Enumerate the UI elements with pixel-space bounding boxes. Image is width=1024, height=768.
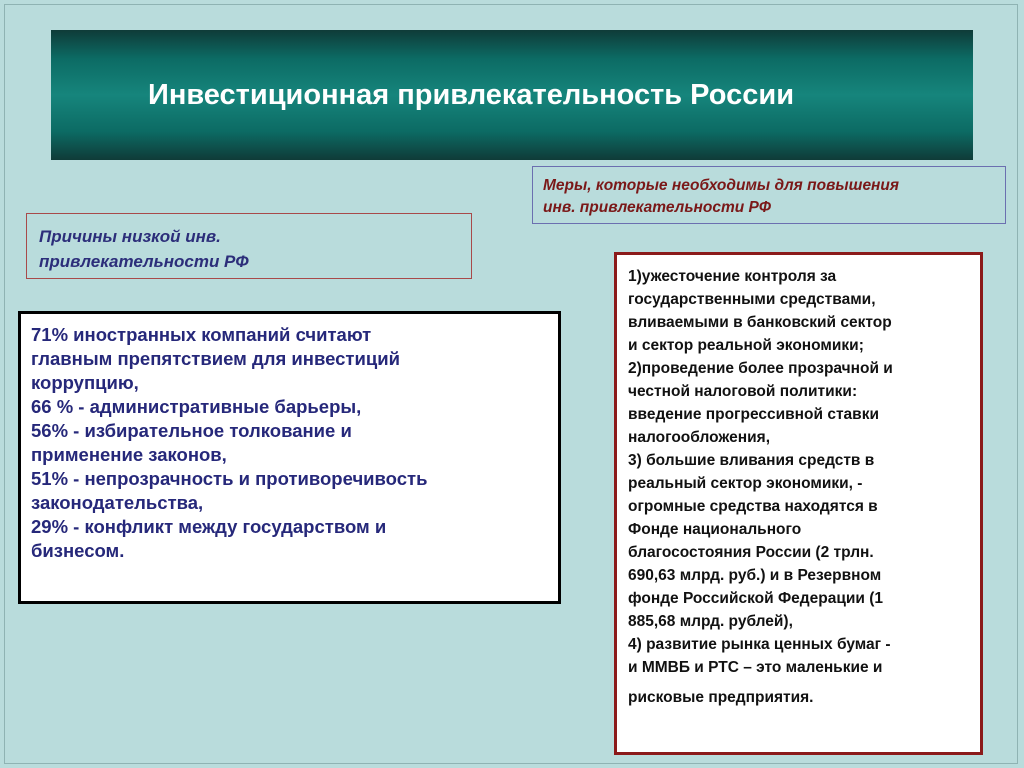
- measures-line: 2)проведение более прозрачной и: [628, 360, 893, 377]
- reasons-line: коррупцию,: [31, 372, 139, 393]
- measures-box: [614, 252, 983, 755]
- reasons-heading: [26, 213, 472, 279]
- reasons-line: 66 % - административные барьеры,: [31, 396, 362, 417]
- reasons-line: 56% - избирательное толкование и: [31, 420, 352, 441]
- measures-line: 1)ужесточение контроля за: [628, 268, 837, 285]
- measures-line: и сектор реальной экономики;: [628, 337, 864, 354]
- reasons-box: [18, 311, 561, 604]
- measures-line: реальный сектор экономики, -: [628, 475, 863, 492]
- measures-line: рисковые предприятия.: [628, 689, 814, 706]
- reasons-line: 51% - непрозрачность и противоречивость: [31, 468, 428, 489]
- measures-line: 3) большие вливания средств в: [628, 452, 875, 469]
- measures-line: введение прогрессивной ставки: [628, 406, 879, 423]
- measures-line: и ММВБ и РТС – это маленькие и: [628, 659, 883, 676]
- measures-line: благосостояния России (2 трлн.: [628, 544, 874, 561]
- measures-heading: [532, 166, 1006, 224]
- measures-line: фонде Российской Федерации (1: [628, 590, 884, 607]
- reasons-line: главным препятствием для инвестиций: [31, 348, 400, 369]
- reasons-line: 71% иностранных компаний считают: [31, 324, 372, 345]
- measures-line: 4) развитие рынка ценных бумаг -: [628, 636, 891, 653]
- title-bar: [51, 30, 973, 160]
- measures-line: 690,63 млрд. руб.) и в Резервном: [628, 567, 882, 584]
- measures-line: честной налоговой политики:: [628, 383, 858, 400]
- measures-line: огромные средства находятся в: [628, 498, 878, 515]
- reasons-line: 29% - конфликт между государством и: [31, 516, 387, 537]
- measures-line: налогообложения,: [628, 429, 771, 446]
- reasons-line: применение законов,: [31, 444, 227, 465]
- reasons-line: бизнесом.: [31, 540, 125, 561]
- measures-line: вливаемыми в банковский сектор: [628, 314, 892, 331]
- measures-heading-line: инв. привлекательности РФ: [543, 199, 771, 216]
- measures-line: государственными средствами,: [628, 291, 876, 308]
- reasons-heading-line: Причины низкой инв.: [39, 227, 221, 246]
- measures-heading-line: Меры, которые необходимы для повышения: [543, 177, 900, 194]
- measures-line: Фонде национального: [628, 521, 802, 538]
- measures-line: 885,68 млрд. рублей),: [628, 613, 793, 630]
- reasons-line: законодательства,: [31, 492, 204, 513]
- slide-title: Инвестиционная привлекательность России: [148, 78, 795, 111]
- reasons-heading-line: привлекательности РФ: [39, 252, 249, 271]
